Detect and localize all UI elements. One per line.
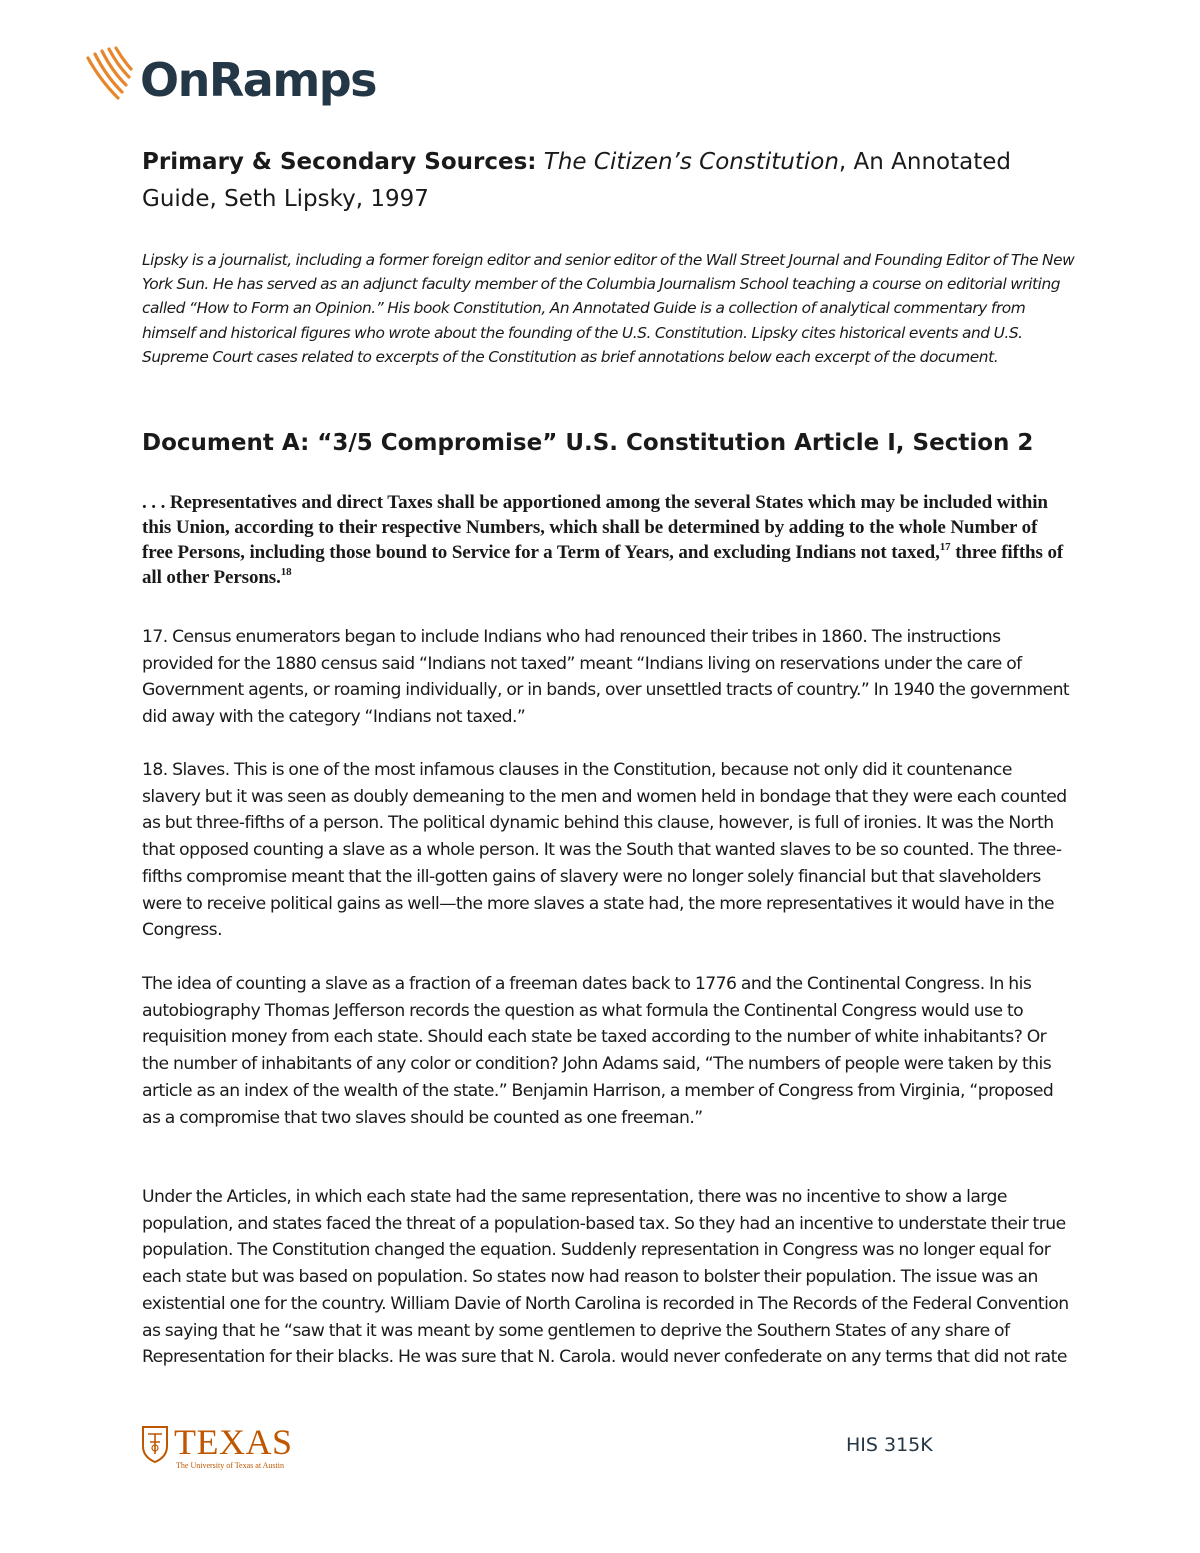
annotation-17: 17. Census enumerators began to include Indians who had renounced their tribes in 1860. The instructions provided for the 1880 census said “Indians not taxed” meant “Indians living on reservations under the care of Government agents, or roaming individually, or in bands, over unsettled tracts of country.” In 1940 the government did away with the category “Indians not taxed.”: [142, 627, 1070, 728]
ut-seal-icon: [140, 1424, 170, 1464]
onramps-logo: [82, 46, 382, 126]
body-paragraph: The idea of counting a slave as a fraction of a freeman dates back to 1776 and the Continental Congress. In his autobiography Thomas Jefferson records the question as what formula the Continental Congress would use to requisition money from each state. Should each state be taxed according to the number of white inhabitants? Or the number of inhabitants of any color or condition? John Adams said, “The numbers of people were taken by this article as an index of the wealth of the state.” Benjamin Harrison, a member of Congress from Virginia, “proposed as a compromise that two slaves should be counted as one freeman.”: [142, 974, 1054, 1128]
footnote-ref-18: 18: [280, 566, 292, 578]
title-rest: , An Annotated Guide, Seth Lipsky, 1997: [142, 149, 1011, 212]
quote-part-1: . . . Representatives and direct Taxes shall be apportioned among the several States which may be included within this Union, according to their respective Numbers, which shall be determined by adding to the whole Number of free Persons, including those bound to Service for a Term of Years, and excluding Indians not taxed,: [142, 492, 1048, 563]
constitution-quote: [142, 490, 1067, 590]
document-a-title: Document A: “3/5 Compromise” U.S. Constitution Article I, Section 2: [142, 430, 1034, 456]
logo-text: OnRamps: [140, 53, 377, 107]
page-title: [142, 144, 1072, 218]
quote-part-2: three fifths of all other Persons.: [142, 542, 1064, 588]
onramps-swoosh-icon: [82, 46, 138, 106]
texas-logo-subtext: The University of Texas at Austin: [176, 1461, 284, 1470]
intro-paragraph: Lipsky is a journalist, including a former foreign editor and senior editor of the Wall Street Journal and Founding Editor of The New York Sun. He has served as an adjunct faculty member of the Columbia Journalism School teaching a course on editorial writing called “How to Form an Opinion.” His book Constitution, An Annotated Guide is a collection of analytical commentary from himself and historical figures who wrote about the founding of the U.S. Constitution. Lipsky cites historical events and U.S. Supreme Court cases related to excerpts of the Constitution as brief annotations below each excerpt of the document.: [142, 251, 1075, 366]
texas-logo-text: TEXAS: [174, 1422, 293, 1462]
body-paragraph: Under the Articles, in which each state had the same representation, there was no incentive to show a large population, and states faced the threat of a population-based tax. So they had an incentive to understate their true population. The Constitution changed the equation. Suddenly representation in Congress was no longer equal for each state but was based on population. So states now had reason to bolster their population. The issue was an existential one for the country. William Davie of North Carolina is recorded in The Records of the Federal Convention as saying that he “saw that it was meant by some gentlemen to deprive the Southern States of any share of Representation for their blacks. He was sure that N. Carola. would never confederate on any terms that did not rate: [142, 1187, 1069, 1368]
texas-logo: [140, 1422, 320, 1472]
title-book: The Citizen’s Constitution: [543, 149, 839, 175]
title-label: Primary & Secondary Sources:: [142, 149, 537, 175]
annotation-18: 18. Slaves. This is one of the most infamous clauses in the Constitution, because not only did it countenance slavery but it was seen as doubly demeaning to the men and women held in bondage that they were each counted as but three-fifths of a person. The political dynamic behind this clause, however, is full of ironies. It was the North that opposed counting a slave as a whole person. It was the South that wanted slaves to be so counted. The three-fifths compromise meant that the ill-gotten gains of slavery were no longer solely financial but that slaveholders were to receive political gains as well—the more slaves a state had, the more representatives it would have in the Congress.: [142, 760, 1067, 941]
footnote-ref-17: 17: [939, 541, 951, 553]
course-code: HIS 315K: [846, 1434, 933, 1456]
